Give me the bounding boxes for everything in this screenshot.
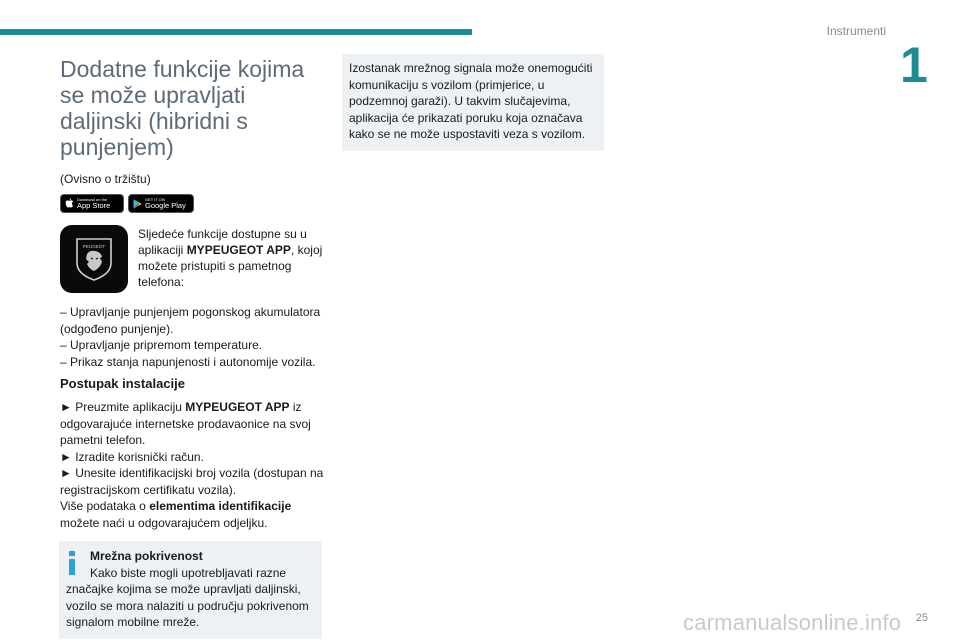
step-text: ► Preuzmite aplikaciju <box>60 400 186 414</box>
market-note: (Ovisno o tržištu) <box>60 172 151 186</box>
list-item: – Upravljanje punjenjem pogonskog akumulatora (odgođeno punjenje). <box>60 305 321 336</box>
google-play-big-text: Google Play <box>145 200 186 210</box>
info-icon <box>66 551 78 575</box>
app-store-small-text: Download on the <box>77 196 108 202</box>
step-link-text: elementima identifikacije <box>149 499 292 513</box>
header-accent-bar <box>0 29 472 35</box>
step-item: ► Unesite identifikacijski broj vozila (dostupan na registracijskom certifikatu vozila). <box>60 466 324 497</box>
step-app-name: MYPEUGEOT APP <box>185 400 290 414</box>
page-title: Dodatne funkcije kojima se može upravljati daljinski (hibridni s punjenjem) <box>60 56 305 160</box>
install-heading: Postupak instalacije <box>60 376 185 391</box>
feature-list <box>60 304 324 370</box>
app-logo-text: PEUGEOT <box>82 244 106 249</box>
watermark: carmanualsonline.info <box>683 610 902 635</box>
step-item <box>60 399 324 449</box>
app-description <box>138 226 324 293</box>
info-box-network <box>59 541 322 639</box>
step-text: iz odgovarajuće internetske prodavaonice na svoj pametni telefon. <box>60 400 311 447</box>
info-body: značajke kojima se može upravljati daljinski, vozilo se mora nalaziti u području pokrivenom signalom mobilne mreže. <box>66 582 309 629</box>
step-item: ► Izradite korisnički račun. <box>60 449 204 464</box>
step-item <box>60 498 324 531</box>
info-title: Mrežna pokrivenost <box>90 549 203 563</box>
google-play-badge[interactable] <box>128 194 194 213</box>
left-column <box>60 56 324 639</box>
app-desc-post: , kojoj možete pristupiti s pametnog telefona: <box>138 243 323 289</box>
list-item: – Upravljanje pripremom temperature. <box>60 338 263 352</box>
apple-icon <box>65 198 74 209</box>
app-store-big-text: App Store <box>77 200 111 210</box>
list-item: – Prikaz stanja napunjenosti i autonomije vozila. <box>60 354 316 369</box>
store-badges <box>60 194 324 213</box>
peugeot-lion-shield-icon <box>74 236 114 282</box>
page-number: 25 <box>915 612 928 624</box>
chapter-number: 1 <box>900 37 928 93</box>
app-name: MYPEUGEOT APP <box>186 243 291 257</box>
info-first-line: Kako biste mogli upotrebljavati razne <box>90 565 287 580</box>
step-text: možete naći u odgovarajućem odjeljku. <box>60 515 268 530</box>
google-play-small-text: GET IT ON <box>145 196 165 202</box>
mypeugeot-app-icon <box>60 225 128 293</box>
note-box-signal: Izostanak mrežnog signala može onemogućiti komunikaciju s vozilom (primjerice, u podzemnoj garaži). U takvim slučajevima, aplikacija će prikazati poruku koja označava kako se ne može uspostaviti veza s vozilom. <box>342 54 604 151</box>
google-play-icon <box>133 199 142 209</box>
section-title: Instrumenti <box>826 24 886 38</box>
app-description-row <box>60 225 324 293</box>
app-store-badge[interactable] <box>60 194 124 213</box>
install-steps <box>60 399 324 531</box>
step-text: Više podataka o <box>60 499 150 513</box>
app-desc-pre: Sljedeće funkcije dostupne su u aplikaciji <box>138 227 307 257</box>
